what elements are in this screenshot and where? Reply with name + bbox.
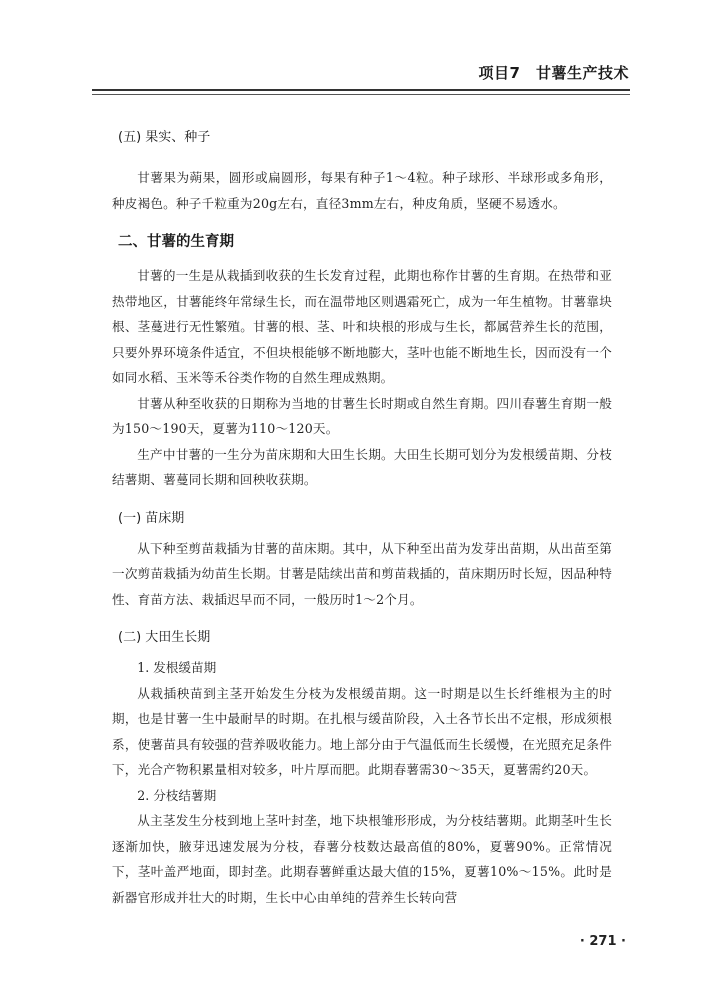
header-rule-thick	[92, 89, 630, 91]
chapter-title: 项目7 甘薯生产技术	[478, 64, 629, 82]
page-number: · 271 ·	[579, 934, 626, 949]
paragraph-growth-period-1: 甘薯的一生是从栽插到收获的生长发育过程，此期也称作甘薯的生育期。在热带和亚热带地区，甘薯能终年常绿生长，而在温带地区则遇霜死亡，成为一年生植物。甘薯靠块根、茎蔓进行无性繁殖。甘薯的根、茎、叶和块根的形成与生长，都属营养生长的范围，只要外界环境条件适宜，不但块根能够不断地膨大，茎叶也能不断地生长，因而没有一个如同水稻、玉米等禾谷类作物的自然生理成熟期。	[112, 268, 612, 385]
subheading-rooting: 1. 发根缓苗期	[137, 660, 217, 675]
section-heading-seedbed: (一) 苗床期	[118, 510, 185, 526]
header-rule-thin	[92, 94, 630, 95]
running-header	[0, 0, 721, 100]
paragraph-growth-period-2: 甘薯从种至收获的日期称为当地的甘薯生长时期或自然生育期。四川春薯生育期一般为150～190天，夏薯为110～120天。	[112, 395, 612, 436]
section-heading-fruit-seed: (五) 果实、种子	[118, 130, 211, 145]
section-heading-growth-period: 二、甘薯的生育期	[118, 234, 234, 250]
paragraph-branching: 从主茎发生分枝到地上茎叶封垄，地下块根雏形形成，为分枝结薯期。此期茎叶生长逐渐加快，腋芽迅速发展为分枝，春薯分枝数达最高值的80%，夏薯90%。正常情况下，茎叶盖严地面，即封垄。此期春薯鲜重达最大值的15%，夏薯10%～15%。此时是新器官形成并壮大的时期，生长中心由单纯的营养生长转向营	[112, 813, 612, 905]
section-heading-field-growth: (二) 大田生长期	[118, 630, 211, 645]
paragraph-growth-period-3: 生产中甘薯的一生分为苗床期和大田生长期。大田生长期可划分为发根缓苗期、分枝结薯期、薯蔓同长期和回秧收获期。	[112, 446, 612, 487]
subheading-branching: 2. 分枝结薯期	[137, 787, 217, 803]
paragraph-fruit-seed: 甘薯果为蒴果，圆形或扁圆形，每果有种子1～4粒。种子球形、半球形或多角形，种皮褐色。种子千粒重为20g左右，直径3mm左右，种皮角质，坚硬不易透水。	[112, 170, 612, 211]
page-body	[112, 126, 612, 910]
paragraph-seedbed: 从下种至剪苗栽插为甘薯的苗床期。其中，从下种至出苗为发芽出苗期，从出苗至第一次剪苗栽插为幼苗生长期。甘薯是陆续出苗和剪苗栽插的，苗床期历时长短，因品种特性、育苗方法、栽插迟早而不同，一般历时1～2个月。	[112, 540, 612, 607]
paragraph-rooting: 从栽插秧苗到主茎开始发生分枝为发根缓苗期。这一时期是以生长纤维根为主的时期，也是甘薯一生中最耐旱的时期。在扎根与缓苗阶段，入土各节长出不定根，形成须根系，使薯苗具有较强的营养吸收能力。地上部分由于气温低而生长缓慢，在光照充足条件下，光合产物积累量相对较多，叶片厚而肥。此期春薯需30～35天，夏薯需约20天。	[112, 685, 612, 777]
